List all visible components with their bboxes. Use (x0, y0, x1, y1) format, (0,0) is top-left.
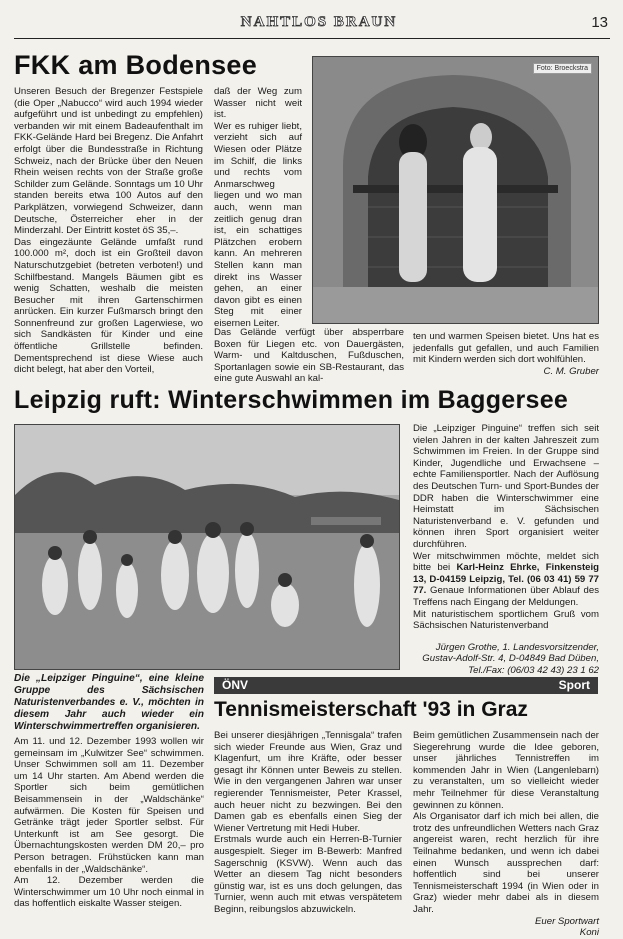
tennis-paragraph: Beim gemütlichen Zusammensein nach der Siegerehrung wurde die Idee geboren, unser jährliches Tennistreffen im kommenden Jahr in Wien (Langenlebarn) zu veranstalten, um so vielleicht wieder mehr Teilnehmer für diese Veranstaltung gewinnen zu können. (413, 730, 599, 811)
leipzig-signature-line: Jürgen Grothe, 1. Landesvorsitzender, (435, 641, 599, 653)
leipzig-paragraph: Am 11. und 12. Dezember 1993 wollen wir gemeinsam im „Kulwitzer See“ schwimmen. Unser Schwimmen soll am 11. Dezember um 14 Uhr starten. Am Abend werden die Sportler sich beim gemütlichen Beisammensein in der „Waldschänke“ aufwärmen. Die Kosten für Speisen und Getränke trägt jeder Sportler selbst. Für Unterkunft ist am See gesorgt. Die Übernachtungskosten werden DM 20,– pro Person betragen. Frühstücken kann man ebenfalls in der „Waldschänke“. (14, 736, 204, 875)
magazine-title: NAHTLOS BRAUN (240, 14, 398, 30)
section-label-onv: ÖNV (222, 678, 249, 692)
fkk-column-2a (214, 86, 302, 329)
tennis-paragraph: Erstmals wurde auch ein Herren-B-Turnier ausgespielt. Sieger im B-Bewerb: Manfred Sagerschnig (KSVW). Wenn auch das Wetter an diesem Tag nicht besonders günstig war, ist es uns doch gelungen, das Turnier, wenn auch mit etwas verspätetem Beginn, reibungslos abzuwickeln. (214, 834, 402, 915)
photo-credit: Foto: Broeckstra (533, 63, 592, 74)
contact-intro: Wer mitschwimmen möchte, meldet sich bitte bei (413, 550, 599, 574)
fkk-paragraph: Das eingezäunte Gelände umfaßt rund 100.000 m², doch ist ein Großteil davon Naturschutzgebiet (betreten verboten!) und Schilfbestand. Mangels Bäumen gibt es wenig Schatten, weshalb die meisten Besucher mit ihren Gartenschirmen anrücken. Ein kurzer Fußmarsch bringt den Sonnenfreund zur großen Lagerwiese, wo sich Sandkästen für Kinder und eine öffentliche Grillstelle befinden. Dementsprechend ist diese Wiese auch dicht belegt, hat aber den Vorteil, (14, 236, 203, 376)
fkk-column-3 (413, 331, 599, 377)
fkk-paragraph: Unseren Besuch der Bregenzer Festspiele (die Oper „Nabucco“ wird auch 1994 wieder aufgeführt und ist unbedingt zu empfehlen) verbanden wir mit einem Badeaufenthalt im FKK-Gelände Hard bei Bregenz. Die Anfahrt erfolgt über die Bundesstraße in Richtung Schweiz, nach der Brücke über den Neuen Rhein weisen rechts von der Straße große Schilder zum Gelände. Sonntags um 10 Uhr standen bereits etwa 100 Autos auf den Parkplätzen, vorwiegend Schweizer, dann Deutsche, Österreicher eher in der Minderzahl. Der Eintritt kostet öS 35,–. (14, 86, 203, 237)
fkk-photo-illustration (313, 57, 598, 323)
tennis-paragraph: Als Organisator darf ich mich bei allen, die trotz des unfreundlichen Wetters nach Graz angereist waren, recht herzlich für ihre Teilnahme bedanken, und wenn ich dabei einen Wunsch aussprechen darf: hoffentlich sind bei unserer Tennismeisterschaft 1994 (in Wien oder in Graz) wieder mehr dabei als in diesem Jahr. (413, 811, 599, 915)
fkk-headline: FKK am Bodensee (14, 50, 258, 80)
tennis-author-title: Euer Sportwart (535, 915, 599, 927)
contact-rest: Genaue Informationen über Ablauf des Treffens nach Eingang der Meldungen. (413, 585, 599, 608)
section-bar (214, 677, 598, 694)
tennis-author (413, 916, 599, 939)
section-label-sport: Sport (558, 678, 590, 692)
page-number: 13 (591, 14, 608, 31)
masthead (14, 12, 610, 39)
tennis-headline: Tennismeisterschaft '93 in Graz (214, 698, 528, 721)
fkk-author: C. M. Gruber (543, 365, 599, 377)
tennis-column-1 (214, 730, 402, 916)
fkk-column-1 (14, 86, 203, 376)
leipzig-photo (14, 424, 400, 670)
contact-address: Karl-Heinz Ehrke, Finkensteig 13, D-04159 Leipzig, Tel. (06 03 41) 59 77 77. (413, 562, 599, 597)
fkk-column-2b (214, 327, 404, 385)
leipzig-signature-line: Gustav-Adolf-Str. 4, D-04849 Bad Düben, (422, 653, 599, 665)
fkk-paragraph: ten und warmen Speisen bietet. Uns hat es jedenfalls gut gefallen, und auch Familien mit Kindern werden sich dort wohlfühlen. (413, 331, 599, 366)
leipzig-headline: Leipzig ruft: Winterschwimmen im Baggersee (14, 386, 569, 414)
leipzig-paragraph: Am 12. Dezember werden die Winterschwimmer um 10 Uhr noch einmal in das hoffentlich eiskalte Wasser steigen. (14, 875, 204, 910)
leipzig-paragraph: Die „Leipziger Pinguine“ treffen sich seit vielen Jahren in der kalten Jahreszeit zum Schwimmen im Freien. In der Gruppe sind Kinder, Jugendliche und Erwachsene – echte Familiensportler. Nach der Auflösung des Deutschen Turn- und Sport-Bundes der DDR haben die Winterschwimmer eine Heimstatt im Sächsischen Naturistenverband e. V. gefunden und können ihren Sport organisiert weiter durchführen. (413, 423, 599, 550)
leipzig-right-column (413, 423, 599, 676)
tennis-column-2 (413, 730, 599, 939)
leipzig-body (14, 736, 204, 910)
tennis-author-name: Koni (579, 927, 599, 939)
leipzig-signature-line: Tel./Fax: (06/03 42 43) 23 1 62 (468, 664, 599, 676)
fkk-photo (312, 56, 599, 324)
tennis-paragraph: Bei unserer diesjährigen „Tennisgala“ trafen sich wieder Freunde aus Wien, Graz und Klagenfurt, um ihre Kräfte, oder besser gesagt ihr Können unter Beweis zu stellen. Wie in den vergangenen Jahren war unser regierender Tennismeister, Peter Krassel, auch heuer nicht zu bezwingen. Bei den Damen gab es ebenfalls einen Sieg der Wiener Vertretung mit Hedi Huber. (214, 730, 402, 834)
leipzig-photo-illustration (15, 425, 399, 669)
leipzig-contact (413, 551, 599, 609)
leipzig-greeting: Mit naturistischem sportlichem Gruß vom Sächsischen Naturistenverband (413, 608, 599, 632)
fkk-paragraph: Wer es ruhiger liebt, verzieht sich auf Wiesen oder Plätze im Schilf, die links und rechts vom Anmarschweg liegen und wo man auch, wenn man zeitlich genug dran ist, ein schattiges Plätzchen erobern kann. An mehreren Stellen kann man direkt ins Wasser gehen, an einer davon gibt es einen Steg mit einer eisernen Leiter. (214, 120, 302, 329)
fkk-paragraph: daß der Weg zum Wasser nicht weit ist. (214, 86, 302, 121)
fkk-paragraph: Das Gelände verfügt über absperrbare Boxen für Liegen etc. von Dauergästen, Warm- und Kaltduschen, Fußduschen, Sportanlagen sowie ein SB-Restaurant, das eine gute Auswahl an kal- (214, 327, 404, 385)
leipzig-intro: Die „Leipziger Pinguine“, eine kleine Gruppe des Sächsischen Naturistenverbandes e. V., möchten in diesem Jahr auch wieder ein Winterschwimmertreffen organisieren. (14, 673, 204, 732)
